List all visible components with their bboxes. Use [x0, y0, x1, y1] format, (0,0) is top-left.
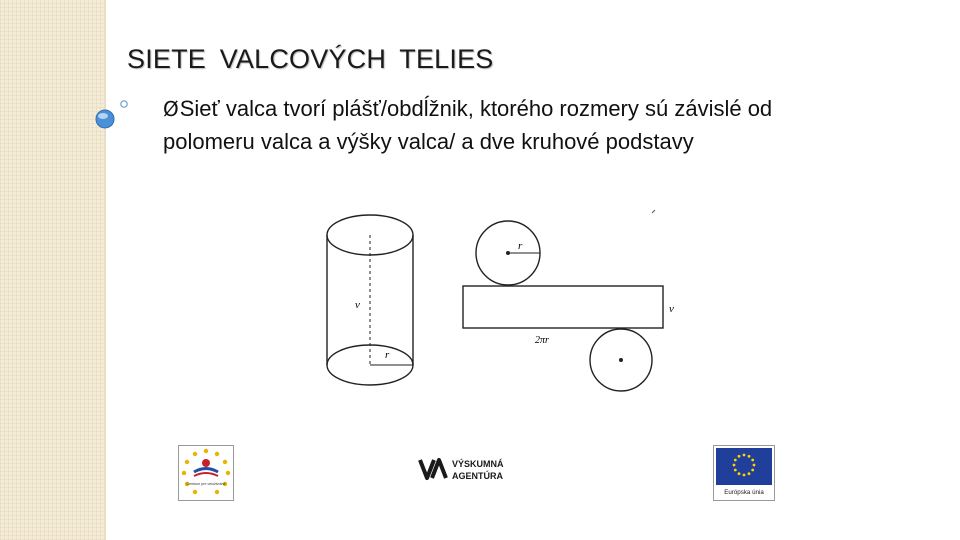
research-agency-logo — [418, 452, 518, 486]
decorative-side-band — [0, 0, 105, 540]
bullet-marker: Ø — [163, 97, 179, 121]
left-logo-caption: Centrum pre celoživotné — [186, 482, 226, 486]
net-top-center — [506, 251, 510, 255]
net-bottom-center — [619, 358, 623, 362]
cylinder-net-figure — [315, 205, 685, 400]
net-drawing — [463, 221, 663, 391]
stray-mark — [652, 210, 655, 213]
net-width-label: 2πr — [535, 335, 549, 346]
net-radius-label: r — [518, 240, 523, 252]
right-logo-caption: Európska únia — [724, 489, 764, 496]
eu-flag-logo — [713, 445, 775, 501]
cylinder-height-label: v — [355, 299, 360, 311]
cylinder-drawing — [327, 215, 413, 385]
middle-logo-line2: AGENTÚRA — [452, 471, 503, 481]
cylinder-radius-label: r — [385, 349, 390, 361]
slide-title: SIETE VALCOVÝCH TELIES — [127, 44, 494, 74]
bullet-text: Sieť valca tvorí plášť/obdĺžnik, ktorého rozmery sú závislé od polomeru valca a výšky valca/ a dve kruhové podstavy — [163, 96, 773, 154]
decorative-circles — [93, 95, 133, 131]
net-height-label: v — [669, 303, 674, 315]
middle-logo-line1: VÝSKUMNÁ — [452, 459, 504, 469]
lifelong-learning-logo — [178, 445, 234, 501]
side-band-edge — [105, 0, 106, 540]
bullet-paragraph — [163, 92, 843, 158]
net-rectangle — [463, 286, 663, 328]
